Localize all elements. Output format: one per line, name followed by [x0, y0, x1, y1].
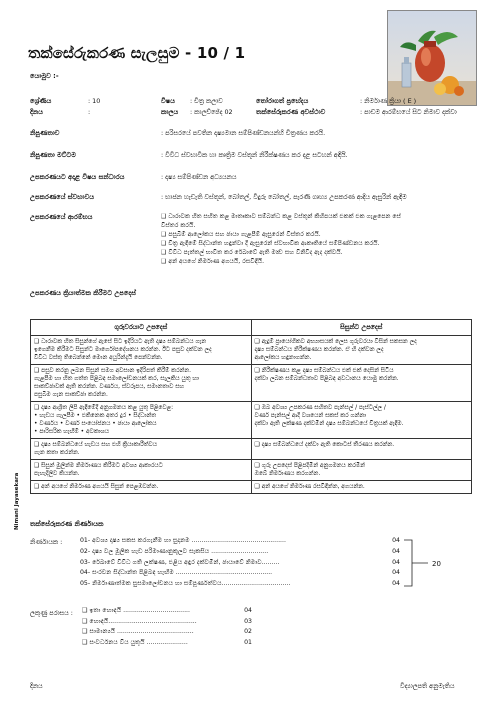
cell-line: ඔබේ නිර්මාණය කරගන්න. [254, 471, 321, 477]
grade-score: 01 [244, 638, 252, 646]
grading-label: ලකුණු පරාසය : [30, 609, 73, 617]
teacher-cell [31, 481, 252, 494]
cell-line: දක්වා ඇති ලක්ෂණ දක්වමින් දෘෂ්‍ය සම්බන්ධයේ චිත්‍රයක් ඇඳීම. [254, 421, 404, 427]
instruction-line: ❑ පසුබිම් ආලෝකය සහ ඡායා ගැළපීම් ඇසුරෙන් විස්තර කරයි. [161, 231, 321, 239]
student-cell [251, 481, 472, 494]
info-value-4: : භාජන හැඩැති වස්තූන්, බෝතල්, වීදුරු බෝතල්, පැරණි ගෘහ්‍ය උපකරණ ආදිය ඇසුරින් ඇඳීම [161, 193, 407, 201]
teacher-cell [31, 460, 252, 481]
cell-line: ආලෝකය හඳුනාගන්න. [254, 355, 312, 361]
criterion-row [80, 547, 400, 558]
grade-text: ❑ ඉතා හොඳයි .................................. [82, 607, 190, 614]
student-cell [251, 336, 472, 365]
teacher-cell [31, 439, 252, 460]
instruction-line: ❑ අන් අයගේ නිර්මාණ අගයයි, රසවිඳියි. [161, 258, 265, 266]
info-value-2: : විවිධ ස්වභාවික හා කෘත්‍රිම වස්තූන් නිරීක්ෂණය කර දළ සටහන් අඳියි. [161, 151, 348, 159]
student-cell [251, 365, 472, 402]
grade-text: ❑ හොඳයි............................................. [82, 617, 197, 625]
criteria-total: 20 [432, 560, 441, 568]
table-heading: උපකරණය ක්‍රියාත්මක කිරීමට උපදෙස් [30, 289, 137, 297]
info-label-1: නිපුණතාව [30, 129, 60, 137]
criterion-text: 02- දෘෂ්‍ය වල මූලික හැඩ පරිමාණානුකූලව සැකසිය ............................. [80, 547, 269, 555]
teacher-column-header: ගුරුවරයාට උපදෙස් [31, 320, 252, 336]
grade-row [82, 606, 252, 617]
cell-line: සාකච්ඡාවක් ඇති කරන්න. වර්ණය, ස්වරූපය, සමානතාව සහ [34, 384, 185, 390]
subject-value: : චිත්‍ර කලාව [190, 97, 223, 105]
cell-line: ❑ ඇදුම් ප්‍රායෝගිකව අභ්‍යාසයක් ලෙස ගුරුවරයා විසින් සකසන ලද [254, 339, 417, 345]
teacher-cell [31, 365, 252, 402]
reference-label: යොමුව :- [30, 72, 59, 80]
cell-line: • හැඩය ගැලපීම • එකිනෙක අතර දුර • සිද්ධාන්ත [34, 413, 157, 419]
criterion-text: 03- රේඛාවේ විවිධ ගති ලක්ෂණ, එළිය අඳුර දක්වමින්, ඡායාවේ නිමාව......... [80, 558, 280, 566]
student-column-header: සිසුන්ට උපදෙස් [251, 320, 472, 336]
criterion-row [80, 568, 400, 579]
cell-line: ❑ ඔබ අවශ්‍ය උපකරණ සහිතව පැන්සල් / පැස්ටල්ල / [254, 405, 386, 411]
cell-line: ❑ අන් අයගේ නිර්මාණ රසවිඳින්න, අගයන්න. [254, 484, 365, 490]
criteria-list [80, 536, 400, 590]
cell-line: ❑ සිසුන් මුලින්ම නිර්මාණය කිරීමට අවශ්‍ය ආකාරයට [34, 463, 163, 469]
grade-row [82, 627, 252, 638]
cell-line: ❑ ධාරාවක හිත සිසුන්ගේ ඇසේ සිට ඉදිරියට ඇති දෘෂ්‍ය සම්බන්ධය ගැන [34, 339, 207, 345]
date-value: : [88, 108, 91, 116]
table-row [31, 481, 472, 494]
grade-text: ❑ සාමාන්‍යයි ....................................... [82, 628, 194, 636]
total-bracket [402, 536, 482, 592]
table-row [31, 365, 472, 402]
criterion-score: 04 [392, 569, 400, 577]
student-cell [251, 460, 472, 481]
grade-row [82, 638, 252, 649]
cell-line: ගැළපීම හා හිත ගත්ත පිළිබඳ සමාලෝචනයක් කර, සැලකිය යුතු හා [34, 376, 199, 382]
criterion-score: 04 [392, 537, 400, 544]
info-label-4: උපකරණයේ ස්වභාවය [30, 193, 95, 201]
tool-value: : පාඩම ආරම්භයේ සිට නිමාව දක්වා [360, 108, 457, 116]
cell-line: දක්වා ලබන සම්බන්ධතාව පිළිබඳ අවධානය යොමු කරන්න. [254, 376, 399, 382]
vase-fruit-illustration [388, 11, 476, 105]
cell-line: ❑ ගුරු උපදෙස් පිළිපදිමින් අනුගමනය කරමින් [254, 463, 365, 469]
page-title: තක්සේරුකරණ සැලසුම - 10 / 1 [28, 44, 246, 62]
criteria-heading: තක්සේරුකරණ නිර්ණායක [30, 520, 104, 528]
cell-line: • වර්ණය • වර්ණ සංයෝජනය • ඡායා ආලෝකය [34, 421, 157, 427]
cell-line: පසුබිම ගැන සාකච්ඡා කරන්න. [34, 392, 108, 398]
student-cell [251, 402, 472, 439]
cell-line: ❑ පසුව කරනු ලබන සිසුන් සමග අවසාන ඉදිරිපත් කිරීම් කරන්න. [34, 368, 191, 374]
competency-value: : නිර්මාණ ක්‍රියා ( E ) [360, 97, 417, 105]
grade-text: ❑ සංවර්ධනය විය යුතුයි ..................... [82, 638, 188, 646]
criterion-score: 04 [392, 547, 400, 555]
table-row [31, 336, 472, 365]
cell-line: පැහැදිලිව කියන්න. [34, 471, 80, 477]
competency-label: තෝරාගත් ප්‍රභේදය [256, 97, 309, 105]
instruction-line: ❑ චිත්‍ර ඇඳීමේ සිද්ධාන්ත හඳුන්වා දී ඇසුරෙන් ස්වභාවික ආකෘතියේ සම්පිණ්ඩනය කරයි. [161, 240, 380, 248]
cell-line: විවිධ වස්තු තිබෙන්නේ මොන අයුරින්දැයි පෙන්වන්න. [34, 355, 163, 361]
criterion-text: 01- අවශ්‍ය දෘෂ්‍ය සකස කරගැනීම හා සුදානම ................................................ [80, 537, 286, 544]
grade-score: 02 [244, 628, 252, 636]
info-label-2: නිපුණතා මට්ටම [30, 151, 77, 159]
criterion-text: 04- සංරචන සිද්ධාන්ත පිළිබඳ හැඟීම ................................................. [80, 569, 273, 577]
cell-line: ❑ දෘෂ්‍ය සම්බන්ධයේ දක්වා ඇති කොටස් තීරණය කරන්න. [254, 442, 395, 448]
grade-value: : 10 [88, 97, 101, 105]
instructions-table [30, 319, 472, 494]
grade-score: 03 [244, 617, 252, 625]
table-row [31, 402, 472, 439]
grade-score: 04 [244, 607, 252, 614]
cell-line: • පාරිසරික හැඟීම් • අවකාශය [34, 429, 110, 435]
grade-row [82, 617, 252, 628]
criterion-row [80, 579, 400, 590]
criterion-text: 05- නිර්මාණාත්මක සුසමාලෝචනය හා සම්පූර්ණත්වය................................... [80, 580, 291, 588]
cell-line: ❑ දෘෂ්‍ය සම්බන්ධයේ හැඩය සහ එහි ක්‍රියාකාරීත්වය [34, 442, 157, 448]
criteria-label: නිර්ණායක : [30, 538, 63, 546]
cell-line: ඉගෙනීම කිරීමට සිසුන්ට මාර්ගෝපදේශනය කරන්න. ඊට පසුව දක්වන ලද [34, 347, 212, 353]
info-label-3: උපකරණයට අදාළ විෂය සන්ධාරය [30, 173, 125, 181]
instruction-line: ❑ ධාරාවක හිත සහිත කළ මාතෘකාව සම්බන්ධ කළ වස්තූන් කිහිපයක් එකක් එක ගැළපෙන සේ [161, 213, 401, 220]
cell-line: ගැන කතා කරන්න. [34, 450, 80, 456]
cell-line: ❑ අන් අයගේ නිර්මාණ අගයයි සිසුන් පෙළඹවන්න. [34, 484, 159, 490]
footer-signature-label: විද්‍යාලපති අනුමැතිය [400, 682, 455, 690]
author-watermark: Nimani Jayasekara [14, 472, 20, 530]
instruction-line: විස්තර කරයි. [161, 222, 196, 230]
still-life-image [387, 10, 477, 106]
criterion-score: 04 [392, 558, 400, 566]
instructions-label: උපකරණයේ ආරම්භය [30, 213, 93, 221]
cell-line: ❑ දෘෂ්‍ය ආශ්‍රිත ලිපි ඇඳීමේදී අනුගමනය කළ යුතු පිළිවෙළ: [34, 405, 174, 411]
date-label: දිනය [30, 108, 44, 116]
tool-label: තක්සේරුකරණ අවස්ථාව [256, 108, 326, 116]
footer-date-label: දිනය [30, 682, 43, 690]
cell-line: වර්ණ පැන්සල් ආදී වශයෙන් සකස් කර ගන්නා [254, 413, 367, 419]
table-row [31, 439, 472, 460]
instructions-list [161, 212, 401, 267]
grading-list [82, 606, 252, 648]
criterion-row [80, 536, 400, 547]
term-label: කාලය [161, 108, 179, 116]
info-value-3: : දෘෂ්‍ය සම්පිණ්ඩන අධ්‍යයනය [161, 173, 237, 181]
teacher-cell [31, 402, 252, 439]
table-row [31, 460, 472, 481]
instruction-line: ❑ විවිධ පැත්තල් භාවිත කර රේඛාවේ ඇති මත්‍ව සහ විනිවිද ඇද දක්වයි. [161, 249, 343, 257]
cell-line: දෘෂ්‍ය සම්බන්ධය නිරීක්ෂණය කරන්න. ඒ හි දක්වන ලද [254, 347, 384, 353]
criterion-row [80, 558, 400, 569]
info-value-1: : පරිසරයේ පවතින දෘෂ්‍යමාන සම්පිණ්ඩනයන්හි චිත්‍රණය කරයි. [161, 129, 326, 137]
criterion-score: 04 [392, 580, 400, 588]
teacher-cell [31, 336, 252, 365]
term-value: : කාලච්ඡේද 02 [190, 108, 233, 116]
cell-line: ❑ නිරීක්ෂණය කළ දෘෂ්‍ය සම්බන්ධය එක් එක් දෙසින් සිටිය [254, 368, 394, 374]
subject-label: විෂය [161, 97, 175, 105]
grade-label: ශ්‍රේණිය [30, 97, 52, 105]
student-cell [251, 439, 472, 460]
